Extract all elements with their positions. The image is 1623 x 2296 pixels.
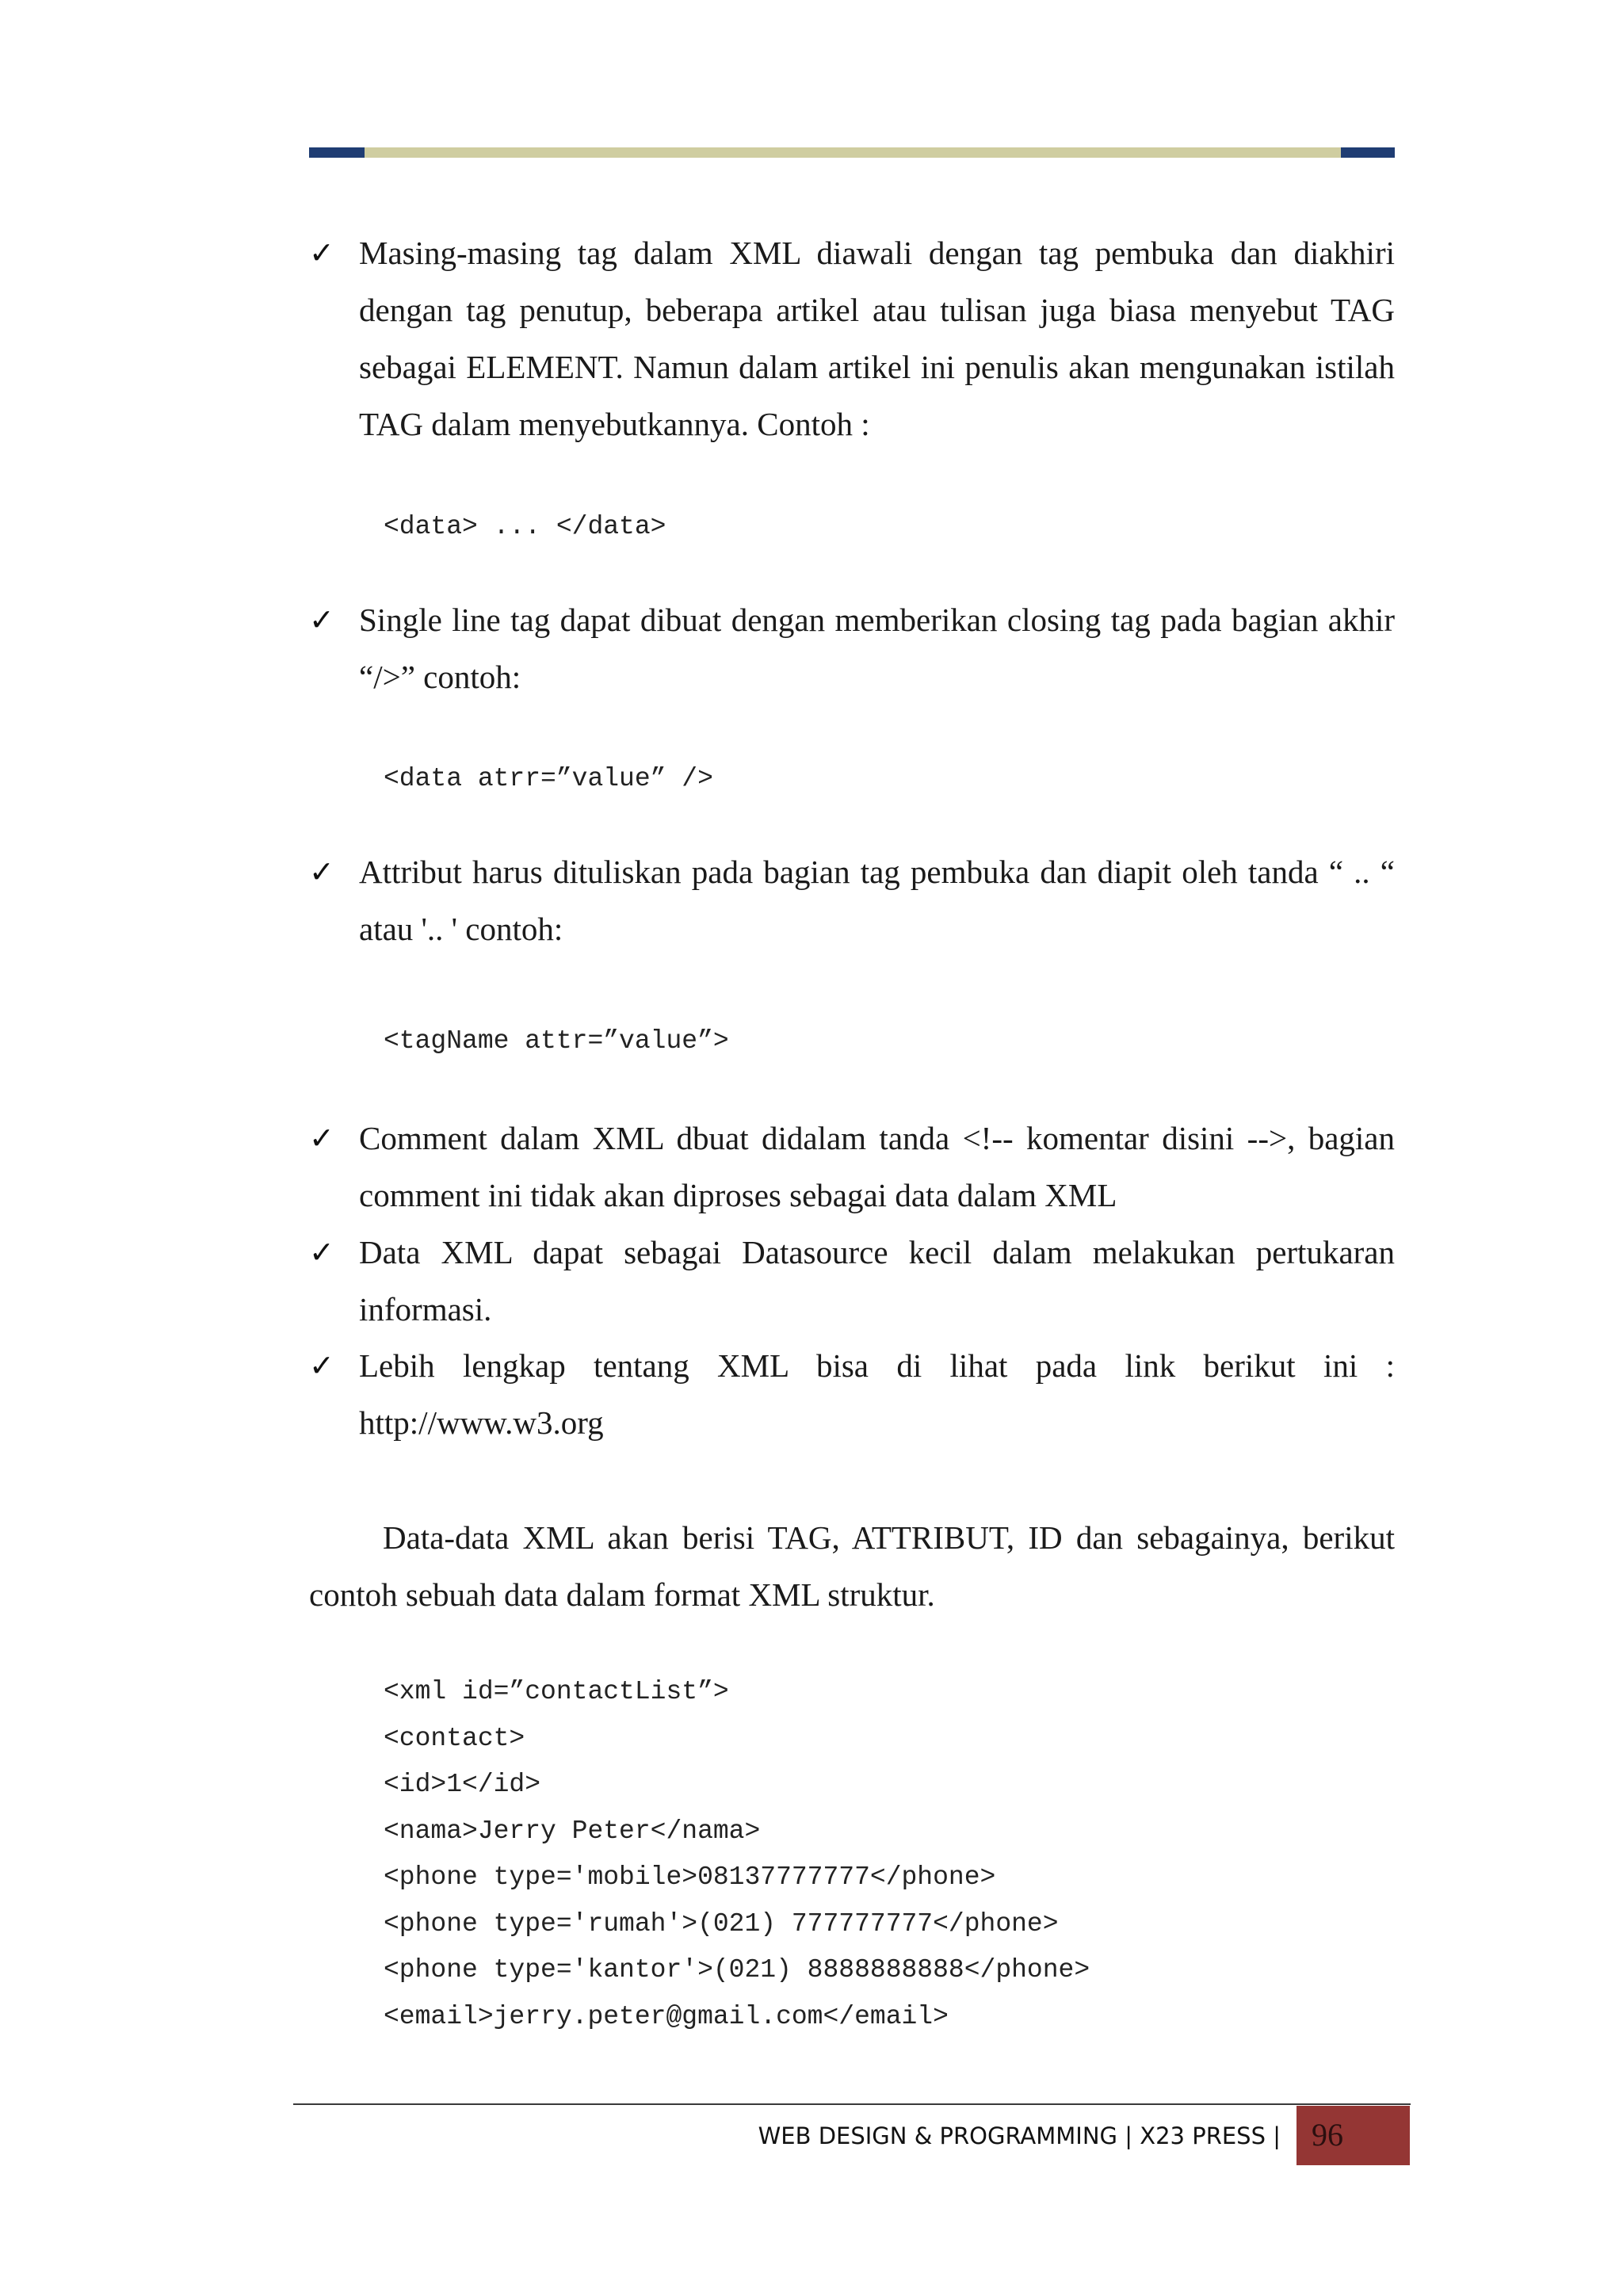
code-line: <id>1</id> xyxy=(384,1770,541,1799)
bullet-item xyxy=(309,1337,1395,1451)
check-icon: ✓ xyxy=(309,602,334,637)
xml-code-listing xyxy=(384,1669,1090,2040)
bullet-item xyxy=(309,1110,1395,1224)
code-line: <email>jerry.peter@gmail.com</email> xyxy=(384,2001,949,2031)
code-line: <phone type='mobile>08137777777</phone> xyxy=(384,1862,996,1892)
bullet-text: Comment dalam XML dbuat didalam tanda <!-- komentar disini -->, bagian comment ini tidak akan diproses sebagai data dalam XML xyxy=(359,1120,1395,1213)
code-line: <phone type='rumah'>(021) 777777777</phone> xyxy=(384,1908,1059,1939)
bullet-text: Data XML dapat sebagai Datasource kecil dalam melakukan pertukaran informasi. xyxy=(359,1234,1395,1328)
code-sample: <tagName attr=”value”> xyxy=(384,1026,729,1056)
bullet-text: Lebih lengkap tentang XML bisa di lihat pada link berikut ini : http://www.w3.org xyxy=(359,1347,1395,1441)
page-number: 96 xyxy=(1312,2117,1343,2153)
check-icon: ✓ xyxy=(309,1348,334,1383)
bullet-text: Single line tag dapat dibuat dengan memberikan closing tag pada bagian akhir “/>” contoh: xyxy=(359,602,1395,695)
code-sample: <data atrr=”value” /> xyxy=(384,764,713,793)
bullet-item xyxy=(309,843,1395,957)
header-rule-right-accent xyxy=(1341,147,1395,158)
header-rule-left-accent xyxy=(309,147,365,158)
footer-running-title: WEB DESIGN & PROGRAMMING | X23 PRESS | xyxy=(758,2122,1281,2149)
check-icon: ✓ xyxy=(309,1235,334,1270)
bullet-item xyxy=(309,591,1395,705)
bullet-text: Attribut harus dituliskan pada bagian tag pembuka dan diapit oleh tanda “ .. “ atau '.. ' contoh: xyxy=(359,854,1395,947)
code-sample: <data> ... </data> xyxy=(384,512,666,541)
check-icon: ✓ xyxy=(309,1121,334,1156)
body-paragraph: Data-data XML akan berisi TAG, ATTRIBUT, ID dan sebagainya, berikut contoh sebuah data dalam format XML struktur. xyxy=(309,1519,1395,1613)
bullet-text: Masing-masing tag dalam XML diawali dengan tag pembuka dan diakhiri dengan tag penutup, beberapa artikel atau tulisan juga biasa menyebut TAG sebagai ELEMENT. Namun dalam artikel ini penulis akan mengunakan istilah TAG dalam menyebutkannya. Contoh : xyxy=(359,235,1395,442)
code-line: <contact> xyxy=(384,1723,525,1753)
bullet-item xyxy=(309,1224,1395,1338)
header-rule-band xyxy=(365,147,1341,158)
code-line: <phone type='kantor'>(021) 8888888888</phone> xyxy=(384,1955,1090,1985)
bullet-item xyxy=(309,224,1395,453)
check-icon: ✓ xyxy=(309,854,334,889)
code-line: <nama>Jerry Peter</nama> xyxy=(384,1816,761,1846)
check-icon: ✓ xyxy=(309,235,334,270)
footer-rule xyxy=(293,2103,1411,2105)
code-line: <xml id=”contactList”> xyxy=(384,1677,729,1706)
